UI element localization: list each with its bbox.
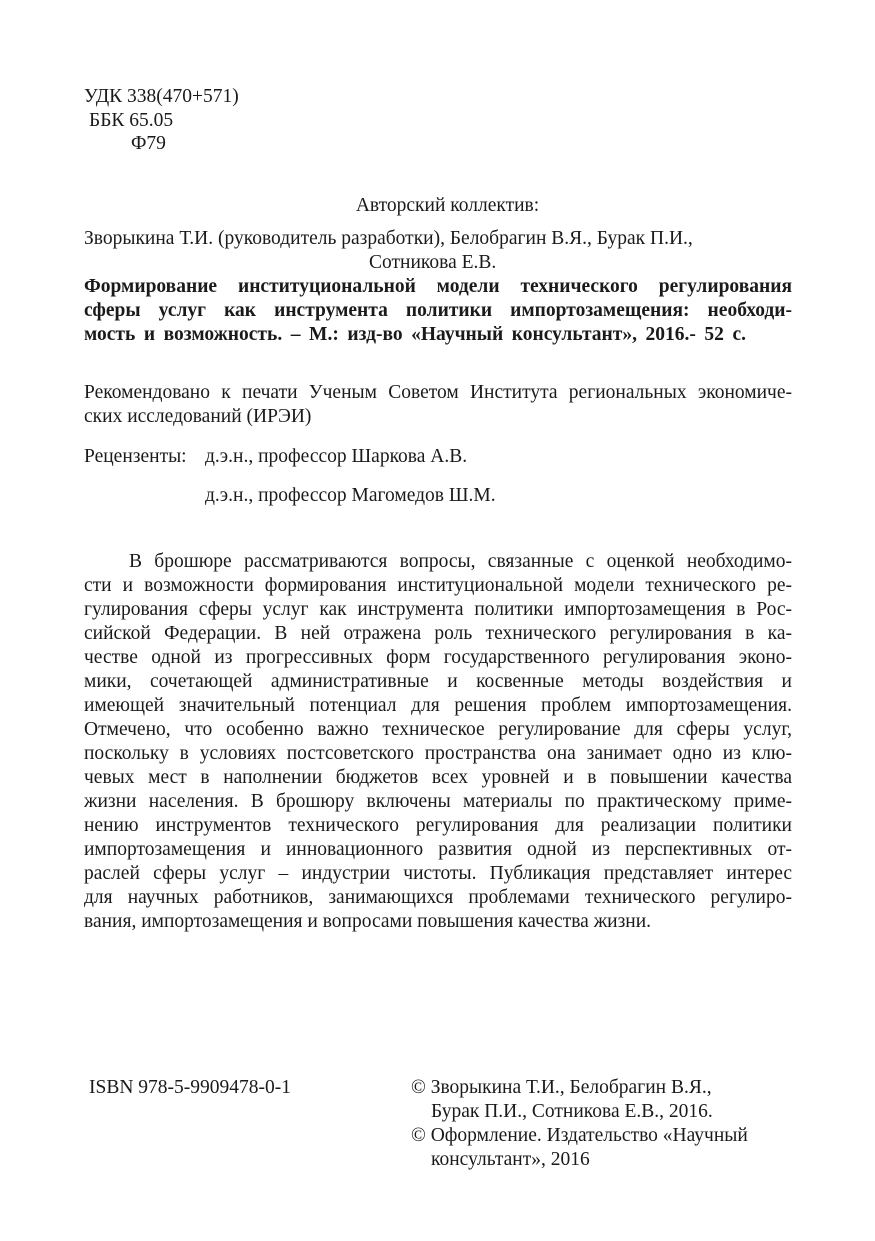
abstract-line: чевых мест в наполнении бюджетов всех уровней и в повышении качества: [84, 767, 792, 788]
udk-code: УДК 338(470+571): [84, 86, 239, 107]
abstract-line: импортозамещения и инновационного развития одной из перспективных от-: [84, 839, 792, 860]
copyright-line: © Зворыкина Т.И., Белобрагин В.Я.,: [411, 1077, 712, 1098]
recommendation-line: ских исследований (ИРЭИ): [84, 406, 312, 427]
reviewers-label: Рецензенты:: [84, 446, 187, 467]
copyright-line: © Оформление. Издательство «Научный: [411, 1125, 748, 1146]
bbk-code: ББК 65.05: [89, 110, 174, 131]
abstract-line: жизни населения. В брошюру включены материалы по практическому приме-: [84, 791, 792, 812]
abstract-line: вания, импортозамещения и вопросами повышения качества жизни.: [84, 911, 652, 932]
abstract-line: имеющей значительный потенциал для решения проблем импортозамещения.: [84, 695, 792, 716]
title-line: Формирование институциональной модели технического регулирования: [84, 276, 792, 297]
recommendation-line: Рекомендовано к печати Ученым Советом Института региональных экономиче-: [84, 382, 792, 403]
abstract-line: сти и возможности формирования институциональной модели технического ре-: [84, 575, 792, 596]
copyright-line: Бурак П.И., Сотникова Е.В., 2016.: [431, 1101, 713, 1122]
isbn: ISBN 978-5-9909478-0-1: [89, 1077, 292, 1098]
abstract-line: поскольку в условиях постсоветского пространства она занимает одно из клю-: [84, 743, 792, 764]
abstract-line: мики, сочетающей административные и косвенные методы воздействия и: [84, 671, 792, 692]
reviewer-item: д.э.н., профессор Магомедов Ш.М.: [205, 485, 496, 506]
collective-heading: Авторский коллектив:: [355, 195, 540, 216]
abstract-line: В брошюре рассматриваются вопросы, связанные с оценкой необходимо-: [129, 551, 792, 572]
abstract-line: сийской Федерации. В ней отражена роль технического регулирования в ка-: [84, 623, 792, 644]
abstract-line: раслей сферы услуг – индустрии чистоты. Публикация представляет интерес: [84, 863, 792, 884]
abstract-line: для научных работников, занимающихся проблемами технического регулиро-: [84, 887, 792, 908]
abstract-line: гулирования сферы услуг как инструмента политики импортозамещения в Рос-: [84, 599, 792, 620]
reviewer-item: д.э.н., профессор Шаркова А.В.: [205, 446, 468, 467]
title-line: мость и возможность. – М.: изд-во «Научный консультант», 2016.- 52 с.: [84, 324, 746, 345]
abstract-line: Отмечено, что особенно важно техническое регулирование для сферы услуг,: [84, 719, 792, 740]
copyright-line: консультант», 2016: [431, 1149, 590, 1170]
author-mark: Ф79: [131, 133, 166, 154]
authors-line: Сотникова Е.В.: [369, 252, 497, 273]
abstract-line: нению инструментов технического регулирования для реализации политики: [84, 815, 792, 836]
authors-line: Зворыкина Т.И. (руководитель разработки), Белобрагин В.Я., Бурак П.И.,: [84, 228, 693, 249]
title-line: сферы услуг как инструмента политики импортозамещения: необходи-: [84, 300, 792, 321]
abstract-line: честве одной из прогрессивных форм государственного регулирования эконо-: [84, 647, 792, 668]
